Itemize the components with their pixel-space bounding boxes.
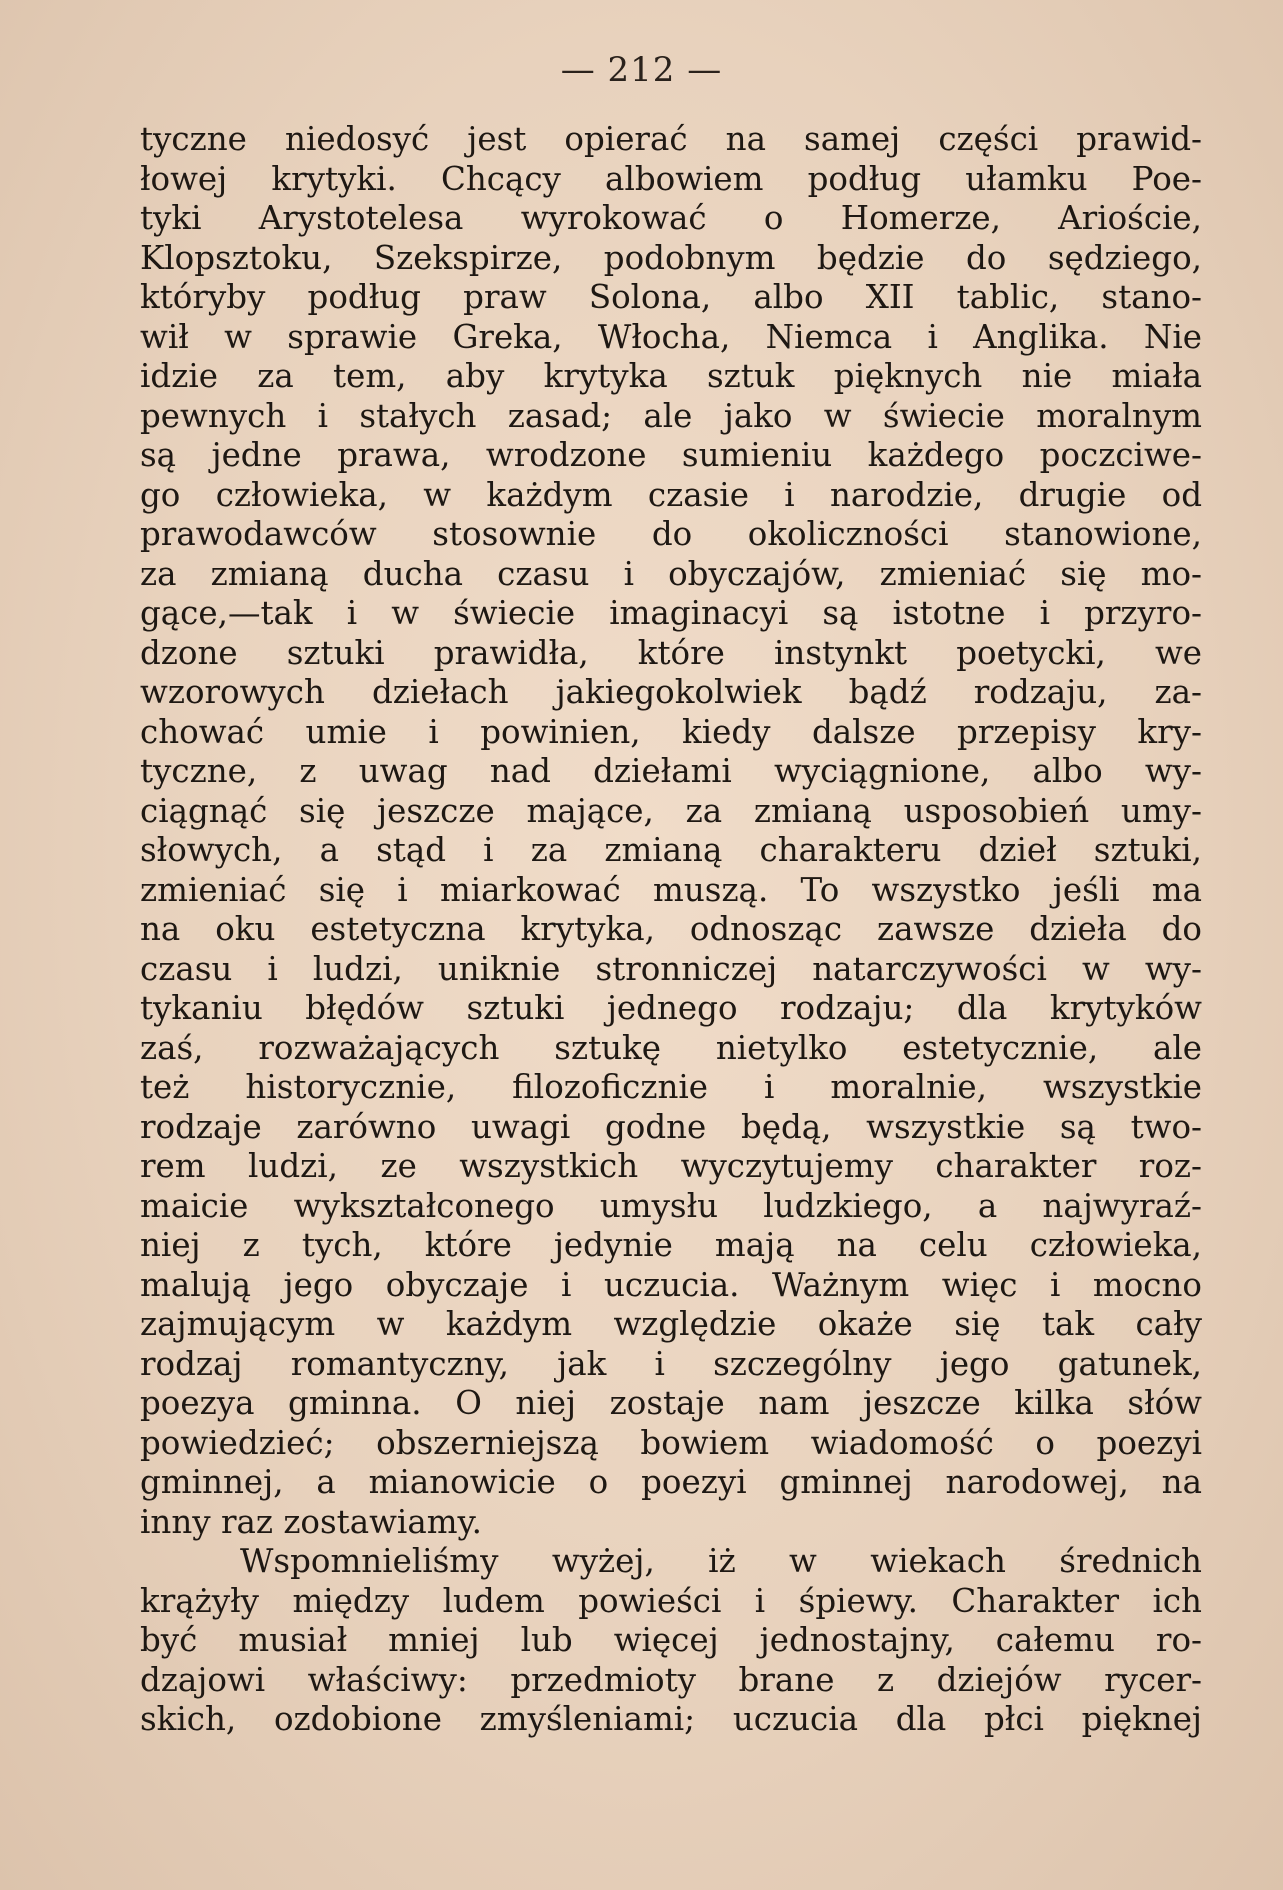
text-line: zaś, rozważających sztukę nietylko estetycznie, ale [140, 1028, 1202, 1067]
text-line: rodzaje zarówno uwagi godne będą, wszystkie są two- [140, 1107, 1202, 1146]
body-text [140, 120, 1202, 1740]
text-line: dzajowi właściwy: przedmioty brane z dziejów rycer- [140, 1660, 1202, 1699]
text-line: też historycznie, filozoficznie i moralnie, wszystkie [140, 1068, 1202, 1106]
text-line: są jedne prawa, wrodzone sumieniu każdego poczciwe- [140, 436, 1202, 474]
text-line: Klopsztoku, Szekspirze, podobnym będzie do sędziego, [140, 238, 1202, 277]
text-line: poezya gminna. O niej zostaje nam jeszcze kilka słów [140, 1384, 1202, 1422]
text-line: chować umie i powinien, kiedy dalsze przepisy kry- [140, 712, 1202, 751]
text-line: malują jego obyczaje i uczucia. Ważnym więc i mocno [140, 1265, 1202, 1304]
text-line: ciągnąć się jeszcze mające, za zmianą usposobień umy- [140, 791, 1202, 830]
text-line: tyczne, z uwag nad dziełami wyciągnione, albo wy- [140, 752, 1202, 790]
text-line: tyczne niedosyć jest opierać na samej części prawid- [140, 120, 1202, 158]
text-line: czasu i ludzi, uniknie stronniczej natarczywości w wy- [140, 949, 1202, 988]
text-line: zmieniać się i miarkować muszą. To wszystko jeśli ma [140, 870, 1202, 909]
text-line: tyki Arystotelesa wyrokować o Homerze, Arioście, [140, 199, 1202, 237]
text-line: być musiał mniej lub więcej jednostajny, całemu ro- [140, 1621, 1202, 1659]
text-line: krążyły między ludem powieści i śpiewy. Charakter ich [140, 1581, 1202, 1620]
text-line: gminnej, a mianowicie o poezyi gminnej narodowej, na [140, 1463, 1202, 1501]
page-number: — 212 — [560, 50, 723, 90]
text-line: wzorowych dziełach jakiegokolwiek bądź rodzaju, za- [140, 673, 1202, 711]
text-line: na oku estetyczna krytyka, odnosząc zawsze dzieła do [140, 910, 1202, 948]
text-line: gące,—tak i w świecie imaginacyi są istotne i przyro- [140, 594, 1202, 632]
text-line: powiedzieć; obszerniejszą bowiem wiadomość o poezyi [140, 1423, 1202, 1462]
text-line: łowej krytyki. Chcący albowiem podług ułamku Poe- [140, 159, 1202, 198]
text-line: pewnych i stałych zasad; ale jako w świecie moralnym [140, 396, 1202, 435]
text-line: rem ludzi, ze wszystkich wyczytujemy charakter roz- [140, 1147, 1202, 1185]
text-line: wił w sprawie Greka, Włocha, Niemca i Anglika. Nie [140, 317, 1202, 356]
text-line: zajmującym w każdym względzie okaże się tak cały [140, 1305, 1202, 1343]
text-line: dzone sztuki prawidła, które instynkt poetycki, we [140, 633, 1202, 672]
text-line: niej z tych, które jedynie mają na celu człowieka, [140, 1226, 1202, 1264]
paragraph-last-line: inny raz zostawiamy. [140, 1502, 482, 1541]
text-line: za zmianą ducha czasu i obyczajów, zmieniać się mo- [140, 554, 1202, 593]
text-line: słowych, a stąd i za zmianą charakteru dzieł sztuki, [140, 831, 1202, 869]
text-line: któryby podług praw Solona, albo XII tablic, stano- [140, 278, 1202, 316]
text-line: go człowieka, w każdym czasie i narodzie, drugie od [140, 475, 1202, 514]
text-line: idzie za tem, aby krytyka sztuk pięknych nie miała [140, 357, 1202, 395]
text-line: rodzaj romantyczny, jak i szczególny jego gatunek, [140, 1344, 1202, 1383]
text-line: tykaniu błędów sztuki jednego rodzaju; dla krytyków [140, 989, 1202, 1027]
paragraph-first-line: Wspomnieliśmy wyżej, iż w wiekach średnich [240, 1542, 1202, 1580]
text-line: maicie wykształconego umysłu ludzkiego, a najwyraź- [140, 1186, 1202, 1225]
text-line: skich, ozdobione zmyśleniami; uczucia dla płci pięknej [140, 1700, 1202, 1738]
text-line: prawodawców stosownie do okoliczności stanowione, [140, 515, 1202, 553]
